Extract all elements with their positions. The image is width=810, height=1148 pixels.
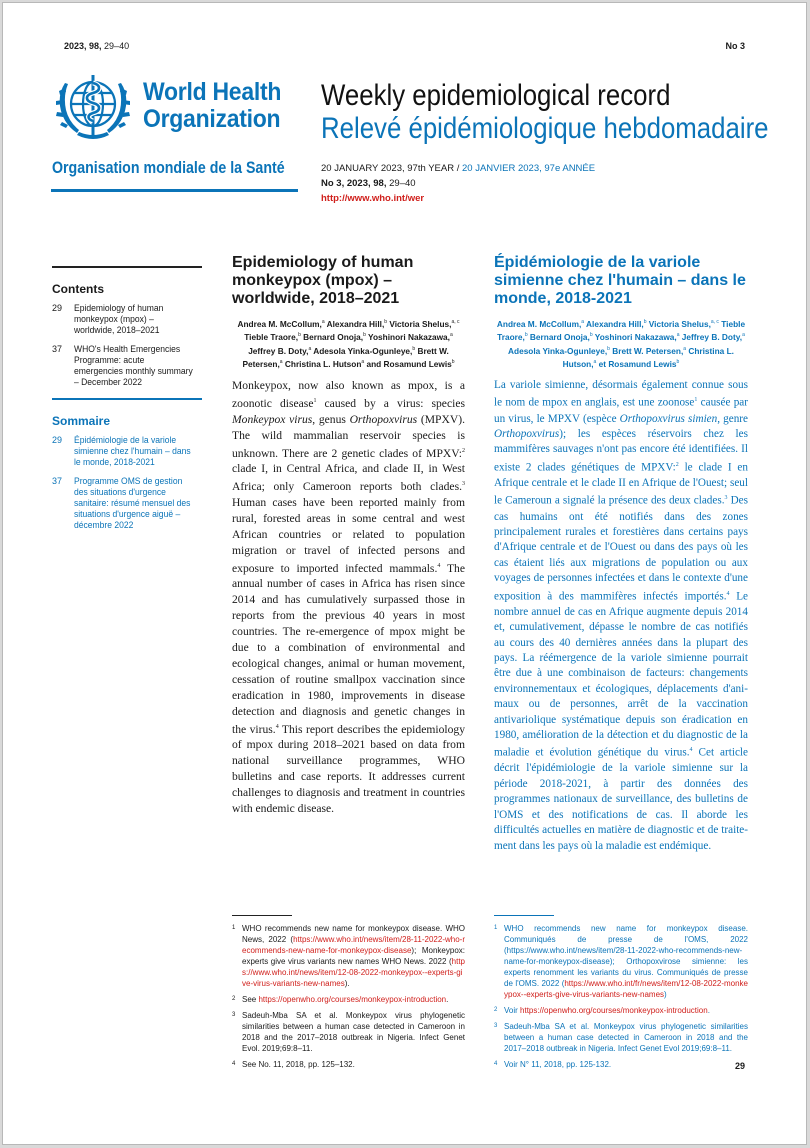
footnote: 1 WHO recommends new name for monkeypox disease. WHO News, 2022 (https://www.who.int/news/item/28-11-2022-who-recommends-new-name-for-monkeypox-disease); Monkeypox: experts give virus variants new names WHO News. 2022 (https://www.who.int/news/item/12-08-2022-monkeypox--experts-give-virus-variants-new-names). <box>232 924 465 988</box>
publication-title-fr: Relevé épidémiologique hebdomadaire <box>321 112 769 145</box>
website-link[interactable]: http://www.who.int/wer <box>321 193 425 204</box>
article-body: Monkeypox, now also known as mpox, is a zoonotic disease$^1$ caused by a virus: species Monkeypox virus, genus Orthopoxvirus (MPXV). The wild mammalian reservoir species is unknown. There are 2 genetic clades of MPXV:$^2$ clade I, in Central Africa, and clade II, in West Africa; only Cameroon reports both clades.$^3$ Human cases have been reported mainly from rural, forested areas in some central and west African countries or related to population migration or travel of infected persons and exposure to imported infected mammals.$^4$ The annual number of cases in Africa has risen since 2014 and has cumulatively surpassed those in reports from the previous 40 years in most countries. The re-emergence of mpox might be due to a combination of environmental and ecological changes, animal or human movement, cessation of routine smallpox vaccination since eradication in 1980, improvements in disease detection and diagnosis and genetic changes in the virus.$^4$ This report describes the epidemiology of mpox during 2018–2021 based on data from national surveillance programmes, WHO bulletins and case reports. It addresses current challenges to diagnosis and treatment in countries with endemic disease. <box>232 379 466 815</box>
issue-number: No 3, 2023, 98, 29–40 <box>321 178 416 189</box>
issue-date: 20 JANUARY 2023, 97th YEAR / 20 JANVIER 2023, 97e ANNÉE <box>321 163 596 174</box>
article-title-fr: Épidémiologie de la variole simienne chez l'humain – dans le monde, 2018-2021 <box>494 254 746 307</box>
sommaire-page-number: 37 <box>52 476 63 486</box>
sommaire-heading: Sommaire <box>52 414 111 428</box>
issue-number-header: No 3 <box>725 41 745 51</box>
contents-item[interactable] <box>52 303 202 336</box>
who-emblem-icon <box>51 69 135 145</box>
footnote-fr: 1 WHO recommends new name for monkeypox disease. Communiqués de presse de l'OMS, 2022 (https://www.who.int/news/item/28-11-2022-who-recommends-new-name-for-monkeypox-disease); Orthopoxvirose simienne: les experts renomment les variants du virus. Communiqués de presse de l'OMS. 2022 (https://www.who.int/fr/news/item/12-08-2022-monkeypox--experts-give-virus-variants-new-names) <box>494 924 748 999</box>
citation-header: 2023, 98, 29–40 <box>64 41 130 51</box>
contents-item[interactable] <box>52 344 202 388</box>
footnotes-french <box>494 923 748 1075</box>
document-page <box>2 2 807 1145</box>
sommaire-item[interactable] <box>52 476 202 531</box>
contents-heading: Contents <box>52 282 104 296</box>
organization-name-fr: Organisation mondiale de la Santé <box>52 159 285 177</box>
table-of-contents <box>52 266 202 539</box>
sommaire-page-number: 29 <box>52 435 63 445</box>
organization-name: World Health Organization <box>143 78 282 133</box>
page-number: 29 <box>734 1061 745 1071</box>
footnote-divider <box>232 915 292 916</box>
article-english <box>232 254 465 817</box>
contents-item-title: WHO's Health Emergencies Programme: acute emergencies monthly summary – December 2022 <box>74 344 193 387</box>
footnote-fr: 4 Voir N° 11, 2018, pp. 125-132. <box>494 1060 612 1069</box>
footnotes-english <box>232 923 465 1075</box>
publication-title: Weekly epidemiological record <box>321 79 671 112</box>
masthead-divider <box>51 189 298 192</box>
article-title: Epidemiology of human monkeypox (mpox) – worldwide, 2018–2021 <box>232 254 414 307</box>
article-french <box>494 254 748 854</box>
article-body-fr: La variole simienne, désormais également connue sous le nom de mpox en anglais, est une zoonose$^1$ causée par un virus, le MPXV (espèce Orthopoxvirus simien, genre Orthopoxvirus); les espèces réservoirs chez les mammifères sauvages n'ont pas encore été identifiées. Il existe 2 clades génétiques de MPXV:$^2$ le clade I en Afrique centrale et le clade II en Afrique de l'Ouest; seul le Cameroun a signalé la présence des deux clades.$^3$ Des cas humains ont été notifiés dans des zones principalement rurales et forestières dans certains pays d'Afrique centrale et de l'Ouest ou dans des pays où les cas étaient liés aux migrations de population ou aux voyages de personnes infectées et dans le contexte d'une exposition à des mammifères infectés importés.$^4$ Le nombre annuel de cas en Afrique augmente depuis 2014 et, cumulativement, dépasse le nombre de cas notifiés au cours des 40 dernières années dans la plupart des pays. La réémergence de la variole simienne pourrait être due à une combinaison de facteurs: changements environnementaux et écologiques, déplacements d'animaux ou de personnes, arrêt de la vaccination antivariolique systématique depuis son éradication en 1980, amélioration de la détection et du diagnostic de la maladie et évolution génétique du virus.$^4$ Cet article décrit l'épidémiologie de la variole simienne sur la période 2018-2021, à partir des données des programmes nationaux de surveillance, des bulletins de l'OMS et des notifications de cas. Il aborde les difficultés actuelles en matière de diagnostic et de traitement dans les pays où la maladie est endémique. <box>494 379 749 852</box>
contents-page-number: 29 <box>52 303 63 313</box>
contents-divider <box>52 266 202 268</box>
footnote: 2 See https://openwho.org/courses/monkeypox-introduction. <box>232 995 449 1004</box>
footnote: 3 Sadeuh-Mba SA et al. Monkeypox virus phylogenetic similarities between a human case detected in Cameroon in 2018 and the 2017–2018 outbreak in Nigeria. Infect Genet Evol. 2019;69:8–11. <box>232 1011 465 1053</box>
footnote-divider-fr <box>494 915 554 916</box>
sommaire-item[interactable] <box>52 435 202 468</box>
sommaire-item-title: Épidémiologie de la variole simienne chez l'humain – dans le monde, 2018-2021 <box>74 435 191 467</box>
article-authors-fr: Andrea M. McCollum,$^a$ Alexandra Hill,$^b$ Victoria Shelus,$^{a, c}$ Tieble Traore,$^b$ Bernard Onoja,$^b$ Yoshinori Nakazawa,$^a$ Jeffrey B. Doty,$^a$ Adesola Yinka-Ogunleye,$^b$ Brett W. Petersen,$^a$ Christina L. Hutson,$^a$ et Rosamund Lewis$^b$ <box>496 318 746 369</box>
article-authors: Andrea M. McCollum,$^a$ Alexandra Hill,$^b$ Victoria Shelus,$^{a, c}$ Tieble Traore,$^b$ Bernard Onoja,$^b$ Yoshinori Nakazawa,$^a$ Jeffrey B. Doty,$^a$ Adesola Yinka-Ogunleye,$^b$ Brett W. Petersen,$^a$ Christina L. Hutson$^a$ and Rosamund Lewis$^b$ <box>237 318 460 369</box>
footnote-fr: 2 Voir https://openwho.org/courses/monkeypox-introduction. <box>494 1006 710 1015</box>
footnote: 4 See No. 11, 2018, pp. 125–132. <box>232 1060 355 1069</box>
sommaire-divider <box>52 398 202 400</box>
contents-item-title: Epidemiology of human monkeypox (mpox) – worldwide, 2018–2021 <box>74 303 164 335</box>
sommaire-item-title: Programme OMS de gestion des situations d'urgence sanitaire: résumé mensuel des situations d'urgence aiguë – décembre 2022 <box>74 476 191 530</box>
contents-page-number: 37 <box>52 344 63 354</box>
footnote-fr: 3 Sadeuh-Mba SA et al. Monkeypox virus phylogenetic similarities between a human case detected in Cameroon in 2018 and the 2017–2018 outbreak in Nigeria. Infect Genet Evol 2019;69:8–11. <box>494 1022 748 1053</box>
